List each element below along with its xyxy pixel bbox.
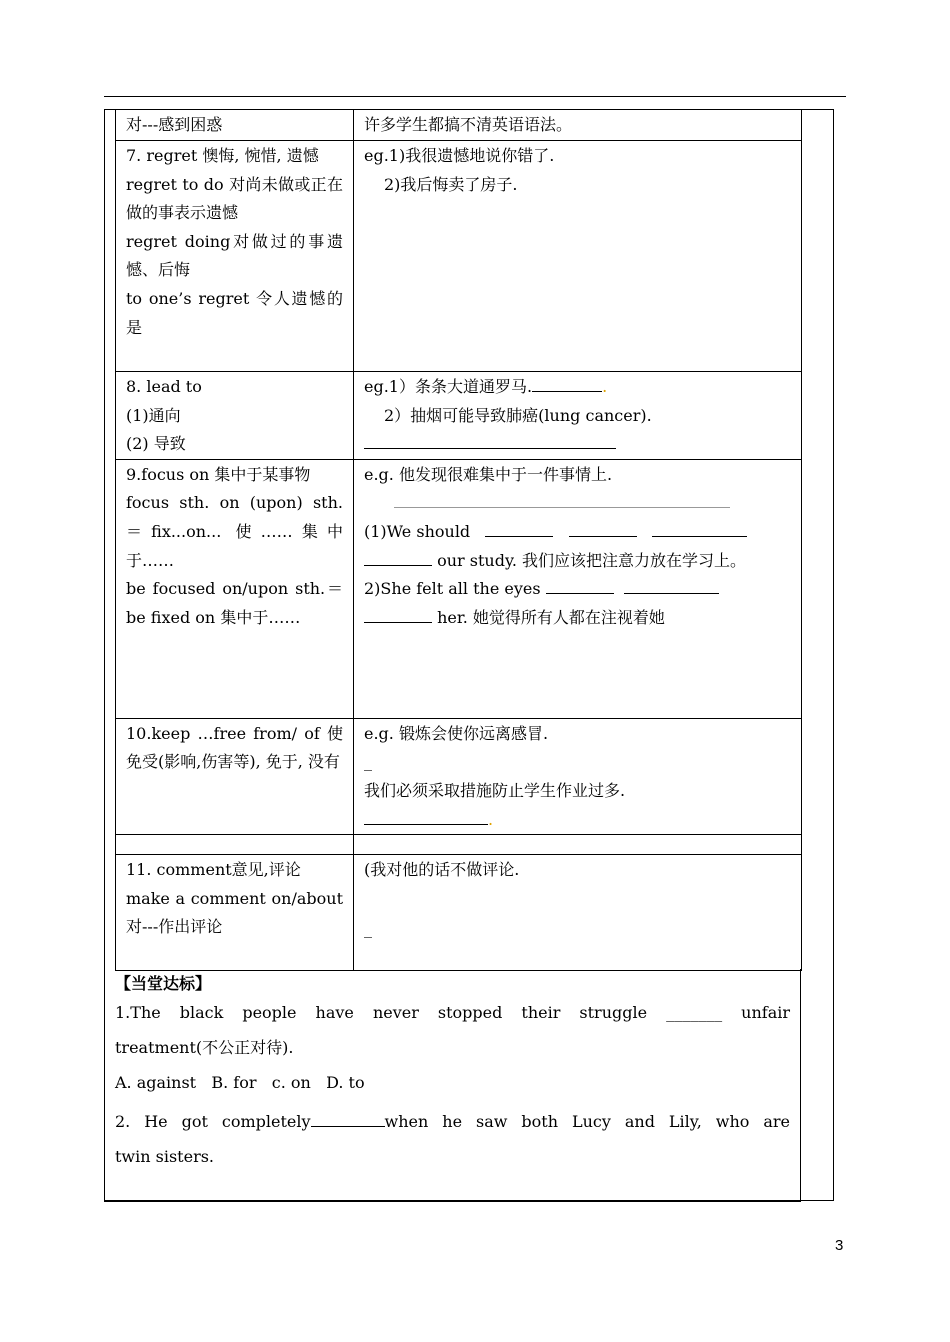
answer-blank[interactable] [624, 579, 719, 594]
answer-blank[interactable] [394, 506, 730, 508]
answer-blank[interactable] [364, 810, 488, 825]
header-rule [104, 96, 846, 97]
exercise-section [104, 969, 801, 1202]
example-cell: 许多学生都搞不清英语语法。 [354, 110, 802, 141]
answer-blank[interactable] [532, 377, 602, 392]
table-row [116, 372, 802, 460]
table-row [116, 110, 802, 141]
answer-blank[interactable] [364, 551, 432, 566]
term-cell: 9.focus on 集中于某事物 focus sth. on (upon) sth. ＝fix...on... 使……集中于…… be focused on/upon sth.＝be fixed on 集中于…… [116, 459, 354, 718]
example-cell: e.g. 锻炼会使你远离感冒. _ 我们必须采取措施防止学生作业过多. . [354, 718, 802, 834]
example-cell: (我对他的话不做评论. _ [354, 855, 802, 971]
question-2-cont: twin sisters. [115, 1147, 215, 1167]
table-row [116, 835, 802, 855]
example-cell: eg.1）条条大道通罗马. . 2）抽烟可能导致肺癌(lung cancer). [354, 372, 802, 460]
term-cell [116, 835, 354, 855]
term-cell: 11. comment意见,评论 make a comment on/about对---作出评论 [116, 855, 354, 971]
table-row [116, 459, 802, 718]
answer-blank[interactable] [546, 579, 614, 594]
answer-blank[interactable] [364, 434, 616, 449]
answer-blank[interactable] [485, 522, 553, 537]
example-cell: e.g. 他发现很难集中于一件事情上. (1)We should our study. 我们应该把注意力放在学习上。 2)She felt all the eyes her. 她觉得所有人都在注视着她 [354, 459, 802, 718]
question-1-cont: treatment(不公正对待). [115, 1038, 294, 1058]
answer-blank[interactable] [569, 522, 637, 537]
answer-blank[interactable] [652, 522, 747, 537]
section-heading: 【当堂达标】 [115, 974, 212, 993]
example-cell: eg.1)我很遗憾地说你错了. 2)我后悔卖了房子. [354, 141, 802, 372]
table-row [116, 718, 802, 834]
term-cell: 10.keep …free from/ of 使免受(影响,伤害等), 免于, 没有 [116, 718, 354, 834]
term-cell: 对---感到困惑 [116, 110, 354, 141]
term-cell: 8. lead to (1)通向 (2) 导致 [116, 372, 354, 460]
term-cell: 7. regret 懊悔, 惋惜, 遗憾 regret to do 对尚未做或正在做的事表示遗憾 regret doing对做过的事遗憾、后悔 to one’s regret 令人遗憾的是 [116, 141, 354, 372]
table-row [116, 141, 802, 372]
answer-blank[interactable] [311, 1112, 385, 1127]
question-1: 1.The black people have never stopped their struggle _______ unfair [115, 1002, 790, 1022]
question-2: 2. He got completely when he saw both Lucy and Lily, who are [115, 1111, 790, 1131]
example-cell [354, 835, 802, 855]
table-row [116, 855, 802, 971]
answer-blank[interactable] [364, 608, 432, 623]
question-1-options: A. against B. for c. on D. to [115, 1073, 365, 1093]
page-number: 3 [835, 1237, 844, 1254]
vocab-table [115, 109, 802, 971]
